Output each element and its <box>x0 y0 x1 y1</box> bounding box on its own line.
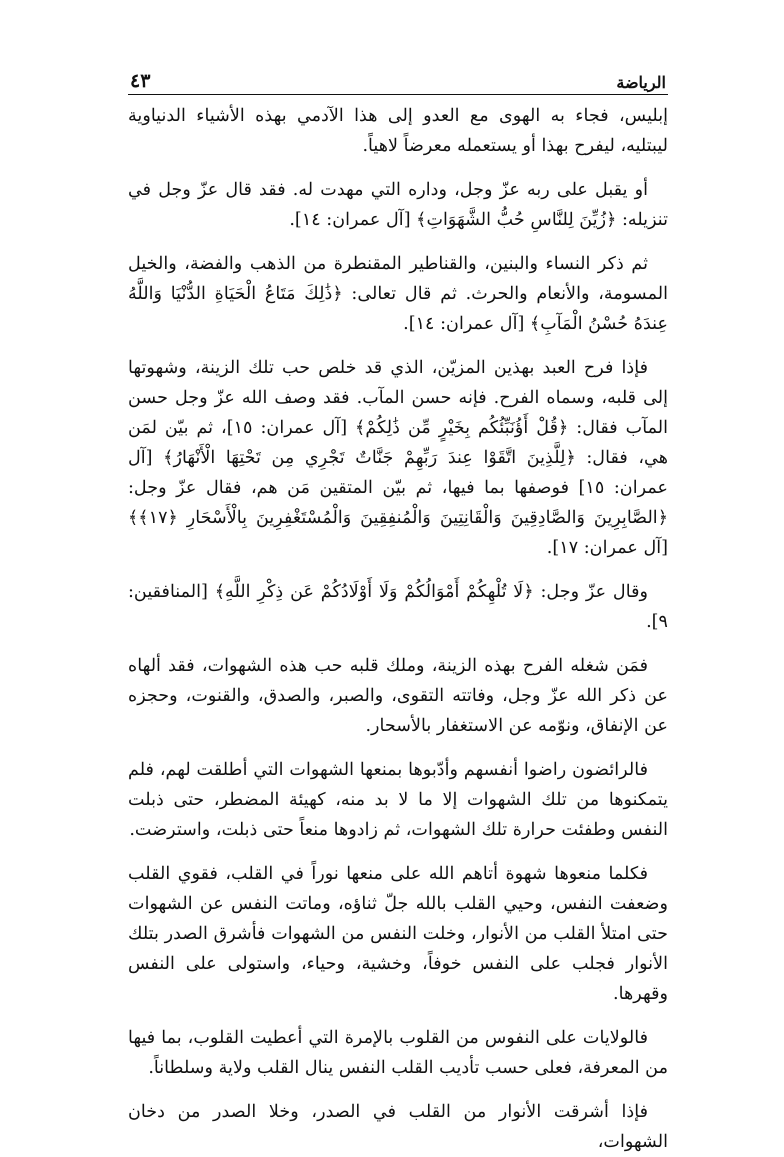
paragraph: فإذا فرح العبد بهذين المزيّن، الذي قد خلص حب تلك الزينة، وشهوتها إلى قلبه، وسماه الفرح. فإنه حسن المآب. فقد وصف الله عزّ وجل حسن المآب فقال: ﴿قُلْ أَؤُنَبِّئُكُم بِخَيْرٍ مِّن ذَٰلِكُمْ﴾ [آل عمران: ١٥]، ثم بيّن لمَن هي، فقال: ﴿لِلَّذِينَ اتَّقَوْا عِندَ رَبِّهِمْ جَنَّاتٌ تَجْرِي مِن تَحْتِهَا الْأَنْهَارُ﴾ [آل عمران: ١٥] فوصفها بما فيها، ثم بيّن المتقين مَن هم، فقال عزّ وجل: ﴿الصَّابِرِينَ وَالصَّادِقِينَ وَالْقَانِتِينَ وَالْمُنفِقِينَ وَالْمُسْتَغْفِرِينَ بِالْأَسْحَارِ ﴿١٧﴾﴾ [آل عمران: ١٧]. <box>128 358 668 558</box>
paragraph: فالولايات على النفوس من القلوب بالإمرة التي أعطيت القلوب، بما فيها من المعرفة، فعلى حسب تأديب القلب النفس ينال القلب ولاية وسلطاناً. <box>128 1028 668 1078</box>
paragraph: فالرائضون راضوا أنفسهم وأدّبوها بمنعها الشهوات التي أطلقت لهم، فلم يتمكنوها من تلك الشهوات إلا ما لا بد منه، كهيئة المضطر، حتى ذبلت النفس وطفئت حرارة تلك الشهوات، ثم زادوها منعاً حتى ذبلت، واسترضت. <box>128 760 668 840</box>
running-header <box>128 58 668 95</box>
page-number: ٤٣ <box>130 70 151 92</box>
paragraph: فمَن شغله الفرح بهذه الزينة، وملك قلبه حب هذه الشهوات، فقد ألهاه عن ذكر الله عزّ وجل، وفاتته التقوى، والصبر، والصدق، والقنوت، وحجزه عن الإنفاق، ونوّمه عن الاستغفار بالأسحار. <box>128 656 668 736</box>
paragraph: أو يقبل على ربه عزّ وجل، وداره التي مهدت له. فقد قال عزّ وجل في تنزيله: ﴿زُيِّنَ لِلنَّاسِ حُبُّ الشَّهَوَاتِ﴾ [آل عمران: ١٤]. <box>128 180 668 230</box>
book-page <box>128 58 668 1157</box>
paragraph: إبليس، فجاء به الهوى مع العدو إلى هذا الآدمي بهذه الأشياء الدنياوية ليبتليه، ليفرح بهذا أو يستعمله معرضاً لاهياً. <box>128 106 668 156</box>
chapter-title: الرياضة <box>616 73 666 92</box>
paragraph: فكلما منعوها شهوة أتاهم الله على منعها نوراً في القلب، فقوي القلب وضعفت النفس، وحيي القلب بالله جلّ ثناؤه، وماتت النفس عن الشهوات حتى امتلأ القلب من الأنوار، وخلت النفس من الشهوات فأشرق الصدر بتلك الأنوار فجلب على النفس خوفاً، وخشية، وحياء، واستولى على النفس وقهرها. <box>128 864 668 1004</box>
paragraph: وقال عزّ وجل: ﴿لَا تُلْهِكُمْ أَمْوَالُكُمْ وَلَا أَوْلَادُكُمْ عَن ذِكْرِ اللَّهِ﴾ [المنافقين: ٩]. <box>128 582 668 632</box>
paragraph: فإذا أشرقت الأنوار من القلب في الصدر، وخلا الصدر من دخان الشهوات، <box>128 1102 668 1152</box>
page-body <box>128 101 668 1157</box>
paragraph: ثم ذكر النساء والبنين، والقناطير المقنطرة من الذهب والفضة، والخيل المسومة، والأنعام والحرث. ثم قال تعالى: ﴿ذَٰلِكَ مَتَاعُ الْحَيَاةِ الدُّنْيَا وَاللَّهُ عِندَهُ حُسْنُ الْمَآبِ﴾ [آل عمران: ١٤]. <box>128 254 668 334</box>
